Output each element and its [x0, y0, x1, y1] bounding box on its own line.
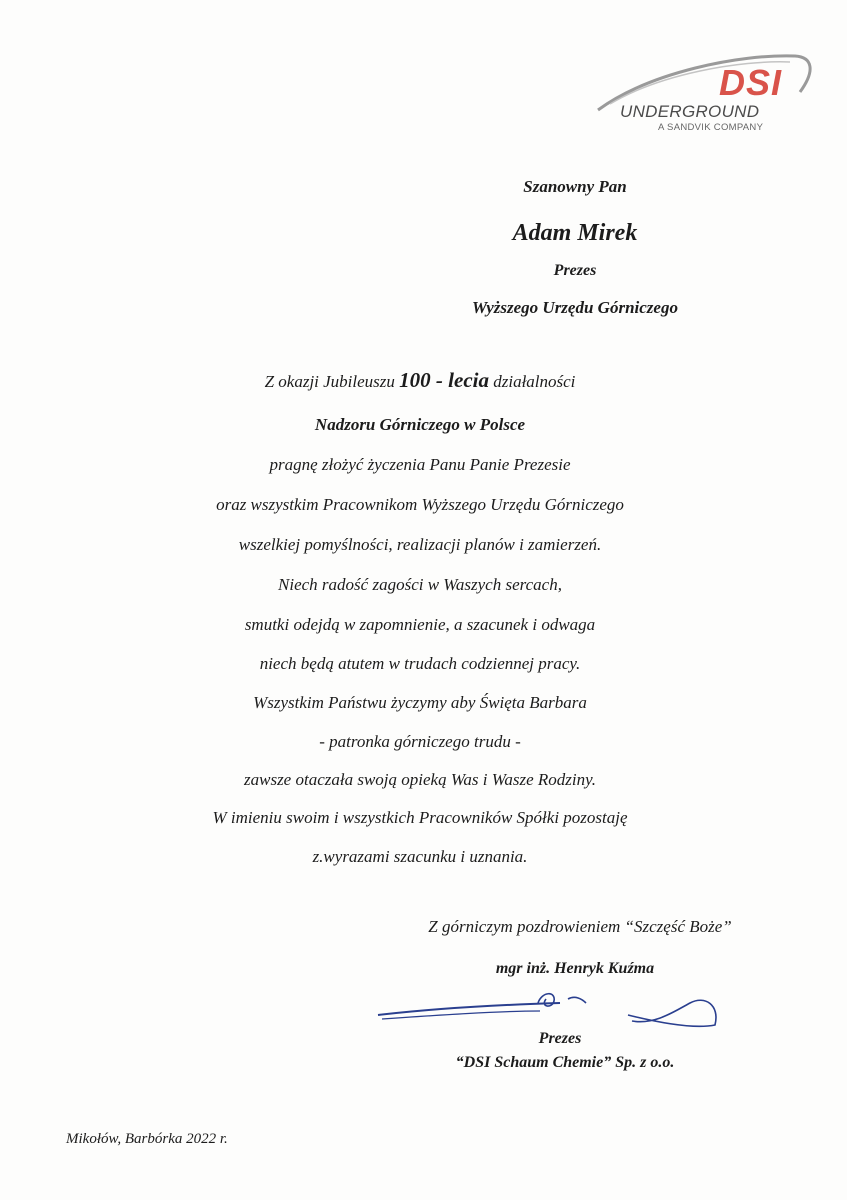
body-line-13: z.wyrazami szacunku i uznania. — [312, 847, 528, 866]
dsi-underground-logo — [590, 42, 820, 142]
logo-division: UNDERGROUND — [620, 102, 760, 121]
body-line-7: smutki odejdą w zapomnienie, a szacunek i odwaga — [244, 615, 596, 634]
body-line-3: pragnę złożyć życzenia Panu Panie Prezesie — [269, 455, 571, 474]
body-line-12: W imieniu swoim i wszystkich Pracowników Spółki pozostaję — [212, 808, 628, 827]
handwritten-signature — [370, 985, 730, 1035]
addressee-office: Wyższego Urzędu Górniczego — [472, 298, 678, 317]
place-date: Mikołów, Barbórka 2022 r. — [66, 1131, 228, 1147]
signer-title: Prezes — [538, 1030, 582, 1047]
body-line-1-post: działalności — [488, 372, 576, 391]
company-name: “DSI Schaum Chemie” Sp. z o.o. — [455, 1054, 675, 1071]
body-line-6: Niech radość zagości w Waszych sercach, — [278, 575, 562, 594]
body-line-1-pre: Z okazji Jubileuszu — [264, 372, 400, 391]
addressee-position: Prezes — [553, 262, 597, 279]
body-line-1 — [120, 368, 720, 393]
body-line-2: Nadzoru Górniczego w Polsce — [314, 415, 526, 434]
body-line-10: - patronka górniczego trudu - — [319, 732, 521, 751]
body-line-8: niech będą atutem w trudach codziennej pracy. — [259, 654, 581, 673]
closing-greeting: Z górniczym pozdrowieniem “Szczęść Boże” — [428, 917, 732, 936]
body-line-11: zawsze otaczała swoją opieką Was i Wasze Rodziny. — [244, 770, 596, 789]
body-line-5: wszelkiej pomyślności, realizacji planów i zamierzeń. — [238, 535, 602, 554]
logo-brand: DSI — [718, 62, 782, 103]
jubilee-number: 100 - lecia — [399, 368, 489, 392]
addressee-name: Adam Mirek — [512, 220, 638, 246]
logo-parent-company: A SANDVIK COMPANY — [658, 122, 764, 133]
body-line-9: Wszystkim Państwu życzymy aby Święta Barbara — [253, 693, 587, 712]
body-line-4: oraz wszystkim Pracownikom Wyższego Urzędu Górniczego — [216, 495, 624, 514]
salutation: Szanowny Pan — [523, 177, 627, 196]
signer-name: mgr inż. Henryk Kuźma — [495, 960, 655, 977]
